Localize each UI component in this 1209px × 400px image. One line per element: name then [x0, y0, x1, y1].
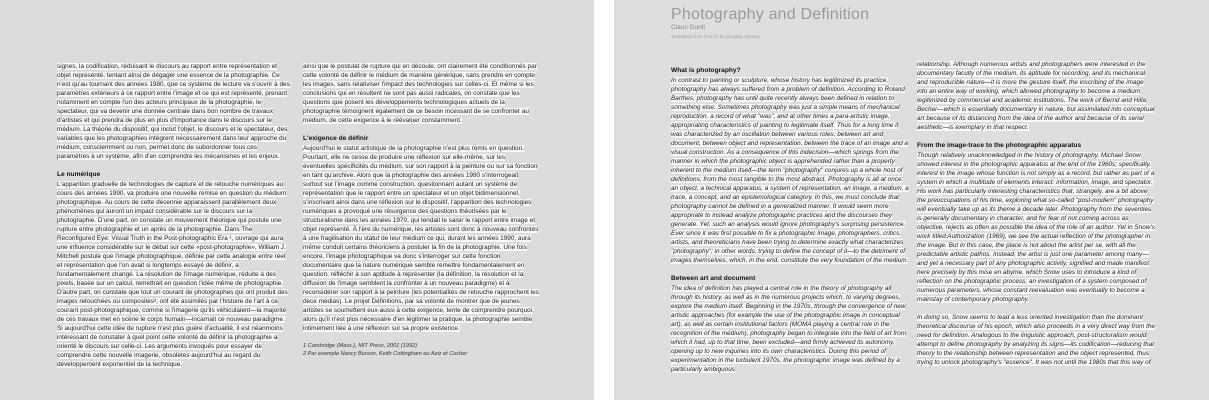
left-column-2: [303, 62, 539, 392]
right-page: [614, 0, 1209, 400]
translator-credit: Translated from French by Douglas Abrams: [671, 34, 760, 39]
footnote: 2 Par exemple Nancy Burson, Keith Cottingham ou Aziz et Cucher: [303, 351, 468, 357]
paragraph: Aujourd'hui le statut artistique de la photographie n'est plus remis en question. Pourtant, elle ne cesse de produire une réflexion sur elle-même, sur les éventuelles spécificités du médium, sur son rapport à la peinture ou sur sa fonction en tant qu'archive. Alors que la photographie des années 1980 s'interrogeait surtout sur l'image comme construction, questionnant autant un système de représentation que le rapport entre un spectateur et un objet bidimensionnel, s'inscrivant ainsi dans une réflexion sur le dispositif, l'apparition des technologies numériques a provoqué une résurgence des questions théorisées par le structuralisme dans les années 1970, qui tendait le saisir le rapport entre image et objet représenté. À l'ère du numérique, les artistes sont donc à nouveau confrontés à une fragilisation du statut de leur médium ce qui, durant les années 1990, aura même conduit certains théoriciens à postuler la fin de la photographie. Une fois encore, l'image photographique va donc s'interroger sur cette fonction documentaire que la nature numérique semble remettre fondamentalement en question, réfléchir à son aptitude à représenter (la définition, la résolution et la diffusion de l'image semblent la confronter à un nouveau paradigme) et à reconsidérer son rapport à la peinture (les potentialités de retouche rapprochent les deux médias). Le projet Définitions, par sa volonté de montrer que de jeunes artistes se soumettent eux-aussi à cette exigence, tente de comprendre pourquoi, alors qu'il n'est plus nécessaire d'en légitimer la pratique, la photographie semble intimement liée à une réflexion sur sa propre existence.: [303, 145, 539, 332]
section-heading: Between art and document: [671, 275, 756, 282]
section-heading: From the image-trace to the photographic apparatus: [917, 142, 1082, 149]
section-heading: L'exigence de définir: [303, 135, 369, 142]
page-title: Photography and Definition: [671, 6, 870, 23]
paragraph: In contrast to painting or sculpture, whose history has legitimized its practice, photography has always suffered from a problem of definition. According to Roland Barthes, photography has until quite recently always been defined in relation to something else. Sometimes photography was just a simple means of mechanical reproduction, a record of what "was", and at other times a para-artistic image, appropriating characteristics of painting to legitimate itself. Thus for a long time it was characterized by an oscillation between various roles: between art and document, between object and representation, between the trace of an image and a visual construction. As a consequence of this indecision—which springs from the manner in which the photographic object is apprehended rather than a property inherent to the medium itself—the term "photography" conjures up a whole host of definitions, from the most tangible to the most abstract. Photography is all at once: an object, a technical apparatus, a system of representation, an image, a medium, a trace, a concept, and an epistemological category. In this, we must conclude that photography cannot be defined in a generalized manner. It would seem more appropriate to instead analyze photographic practices and the discourses they generate. Yet, such an analysis would ignore photography's surprising persistence. Ever since it was first possible to fix a photographic image, photographers, critics, artists, and theoreticians have been trying to determine exactly what characterizes "photography"; in other words, trying to define the concept of it—to the detriment of images themselves, which, in the end, constitute the very foundation of the medium.: [671, 77, 909, 264]
right-column-2: [917, 60, 1155, 394]
section-heading: Le numérique: [57, 171, 101, 178]
footnote: 1 Cambridge (Mass.), MIT Press, 2001 (1992): [303, 343, 418, 349]
left-column-1: [57, 62, 290, 392]
paragraph: In doing so, Snow seems to lead a less oriented investigation than the dominant theoretical discourse of his epoch, which also proceeds in a very direct way from the need for definition. Analogous to the linguistic approach, post-structuralism would attempt to define photography by analyzing its signs—its codification—reducing that theory to the relationship between representation and the object represented, thus trying to unlock photography's "essence". It was not until the 1980s that this way of: [917, 314, 1155, 366]
paragraph: The idea of definition has played a central role in the theory of photography all through its history, as well as in the numerous projects which, to varying degrees, explore the medium itself. Beginning in the 1970s, through the convergence of new artistic approaches (for example the use of the photographic image in conceptual art), as well as certain institutional factors (MOMA playing a central role in the recognition of the medium), photography began to integrate into the field of art from which it had, up to that time, been excluded—and firmly achieved its autonomy, opening up to new inquiries into its own characteristics. During this period of experimentation in the turbulent 1970s, the photographic image was defined by a particularly ambiguous: [671, 285, 907, 373]
paragraph: Though relatively unacknowledged in the history of photography, Michael Snow showed interest in the photographic apparatus at the end of the 1960s; specifically, interest in the image whose function is not simply as a record, but rather as part of a system in which a multitude of elements interact: information, image, and spectator. His work has particularly interesting characteristics that, strangely, are a bit above the preoccupations of his time, exploring what so-called "post-modern" photography will eventually take up as its theme a decade later. Photography from the seventies is generally documentary in character, and for fear of not coming across as objective, rejects as often as possible the idea of the role of an author. Yet in Snow's work titled Authorization (1969), we see the actual reflection of the photographer in the image. But in this case, the place is not about the artist per se, with all the predictable artistic pathos. Instead, the artist is just one parameter among many—and yet a necessary part of any photographic activity, signified and made manifest here precisely by this mise en abyme, which Snow uses to introduce a kind of reflection on the photographic process; an investigation of a system composed of numerous parameters, whose constant reevaluation was eventually to become a mainstay of contemporary photography.: [917, 152, 1155, 303]
page-gutter: [594, 0, 614, 400]
author: Claus Gunti: [671, 24, 705, 31]
paragraph: relationship. Although numerous artists and photographers were interested in the documentary faculty of the medium, its aptitude for recording, and its mechanical and reproducible nature—it is more the gesture itself, the inscribing of the image into an entire way of working, which allowed photography to become a medium legitimized by commercial and academic institutions. The work of Bernd and Hilla Becher—which is essentially documentary in nature, but assimilated into conceptual art because of its distancing from the idea of the author and because of its serial aesthetic—is exemplary in that respect.: [917, 61, 1155, 131]
paragraph: ainsi que le postulat de rupture qui en découle, ont clairement été conditionnés par cette volonté de définir le médium de manière générique, sans prendre en compte les images, sans relativiser l'impact des technologies sur celles-ci. Et même si les conclusions qui en résultent ne sont pas aussi radicales, on constate que les questions que posent les développements technologiques actuels de la photographie témoignent également de ce besoin incessant de se confronter au médium, de cette exigence à le réévaluer constamment.: [303, 63, 537, 124]
paragraph: L'apparition graduelle de technologies de capture et de retouche numériques au cours des années 1990, va produire une nouvelle remise en question du médium photographique. Au cours de cette décennie apparaissent parallèlement deux phénomènes qui auront un impact considérable sur le discours sur la photographie. D'une part, on constate un mouvement théorique qui postule une rupture entre photographie et un après de la photographie. Dans The Reconfigured Eye: Visual Truth in the Post-photographic Era ¹, ouvrage qui aura une influence considérable sur le débat sur cette «post-photographie», William J. Mitchell postule que l'image photographique, définie par cette analogie entre réel et représentation que l'on avait si longtemps essayé de définir, a fondamentalement changé. La résolution de l'image numérique, réduite à des pixels, basée sur un calcul, remettrait en question l'idée même de photographie. D'autre part, on constate que tout un courant de photographes qui ont produit des images retouchées ou composites², ont été assimilés par l'histoire de l'art à ce courant post-photographique, comme si l'imagerie qu'ils véhiculaient—la majorité de ces travaux met en scène le corps humain—incarnait ce nouveau paradigme. Si aujourd'hui cette idée de rupture n'est plus guère d'actualité, il est néanmoins intéressant de constater à quel point cette volonté de définir la photographie a orienté le discours sur celle-ci. Les arguments invoqués pour essayer de comprendre cette nouvelle imagerie, obsolètes aujourd'hui au regard du développement exponentiel de la technique,: [57, 181, 288, 368]
footnotes: [303, 342, 539, 358]
paragraph: signes, la codification, réduisant le discours au rapport entre représentation et objet représenté, tentant ainsi de dégager une essence de la photographie. Ce n'est qu'au tournant des années 1980, que ce système de lecture va s'ouvrir à des paramètres extérieurs à ce rapport entre l'image et ce qui est représenté, prenant notamment en compte l'un des acteurs principaux de la photographie, le spectateur, qui va devenir une donnée centrale dans bon nombre de travaux d'artistes et qui prendra de plus en plus d'importance dans le discours sur le médium. La théorie du dispositif, qui inclut l'objet, le discours et le spectateur, des variables que les photographies intègrent nécessairement dans leur approche du médium, consciemment ou non, permet donc de subordonner tous ces paramètres à un système, afin d'en comprendre les mécanismes et les enjeux.: [57, 63, 290, 160]
section-heading: What is photography?: [671, 67, 741, 74]
right-column-1: [671, 60, 909, 394]
left-page: [0, 0, 594, 400]
